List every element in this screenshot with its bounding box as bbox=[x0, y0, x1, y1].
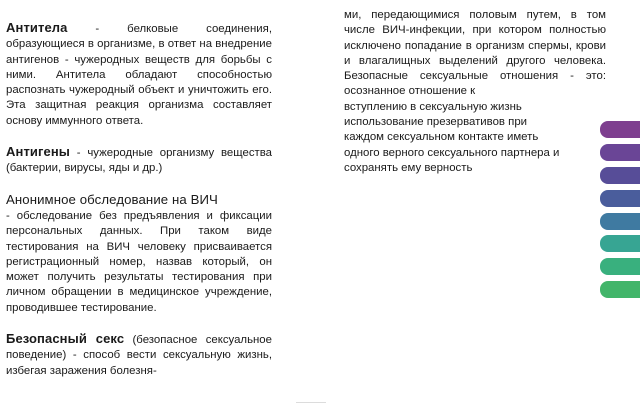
side-color-tabs bbox=[600, 121, 640, 304]
color-tab-1 bbox=[600, 121, 640, 138]
entry-term: Безопасный секс bbox=[6, 331, 125, 347]
definition-line: вступлению в сексуальную жизнь bbox=[344, 100, 522, 113]
continued-definition-lines bbox=[344, 100, 606, 176]
color-tab-8 bbox=[600, 281, 640, 298]
color-tab-6 bbox=[600, 235, 640, 252]
glossary-entry-anonymous-hiv-test bbox=[6, 192, 272, 316]
left-column bbox=[6, 20, 272, 379]
continued-definition: ми, передающимися половым путем, в том числе ВИЧ-инфекции, при котором полностью исключено попадание в организм спермы, крови и влагалищных выделений другого человека. Безопасные сексуальные отношения - это: осознанное отношение к bbox=[344, 9, 606, 98]
color-tab-7 bbox=[600, 258, 640, 275]
color-tab-5 bbox=[600, 213, 640, 230]
glossary-entry-antigens bbox=[6, 144, 272, 177]
entry-term: Антитела bbox=[6, 20, 68, 35]
right-column bbox=[344, 8, 606, 176]
color-tab-2 bbox=[600, 144, 640, 161]
definition-line: сохранять ему верность bbox=[344, 161, 473, 174]
entry-definition: - чужеродные организму вещества (бактерии, вирусы, яды и др.) bbox=[6, 147, 272, 175]
definition-line: использование презервативов при bbox=[344, 116, 528, 129]
footer-divider bbox=[296, 402, 326, 403]
glossary-entry-antibodies bbox=[6, 20, 272, 129]
color-tab-3 bbox=[600, 167, 640, 184]
entry-definition: (безопасное сексуальное поведение) - способ вести сексуальную жизнь, избегая заражения болезня- bbox=[6, 334, 272, 377]
entry-definition: - обследование без предъявления и фиксации персональных данных. При таком виде тестирования на ВИЧ человеку присваивается регистрационный номер, назвав который, он может получить результаты тестирования при личном обращении в медицинское учреждение, проводившее тестирование. bbox=[6, 209, 272, 314]
entry-term: Анонимное обследование на ВИЧ bbox=[6, 191, 218, 207]
entry-term: Антигены bbox=[6, 144, 70, 160]
definition-line: каждом сексуальном контакте иметь bbox=[344, 131, 539, 144]
color-tab-4 bbox=[600, 190, 640, 207]
glossary-entry-safe-sex bbox=[6, 331, 272, 379]
definition-line: одного верного сексуального партнера и bbox=[344, 146, 560, 159]
entry-definition: - белковые соединения, образующиеся в организме, в ответ на внедрение антигенов - чужеродных веществ для борьбы с ними. Антитела обладают способностью распознать чужеродный объект и уничтожить его. Эта защитная реакция организма составляет основу иммунного ответа. bbox=[6, 23, 272, 127]
